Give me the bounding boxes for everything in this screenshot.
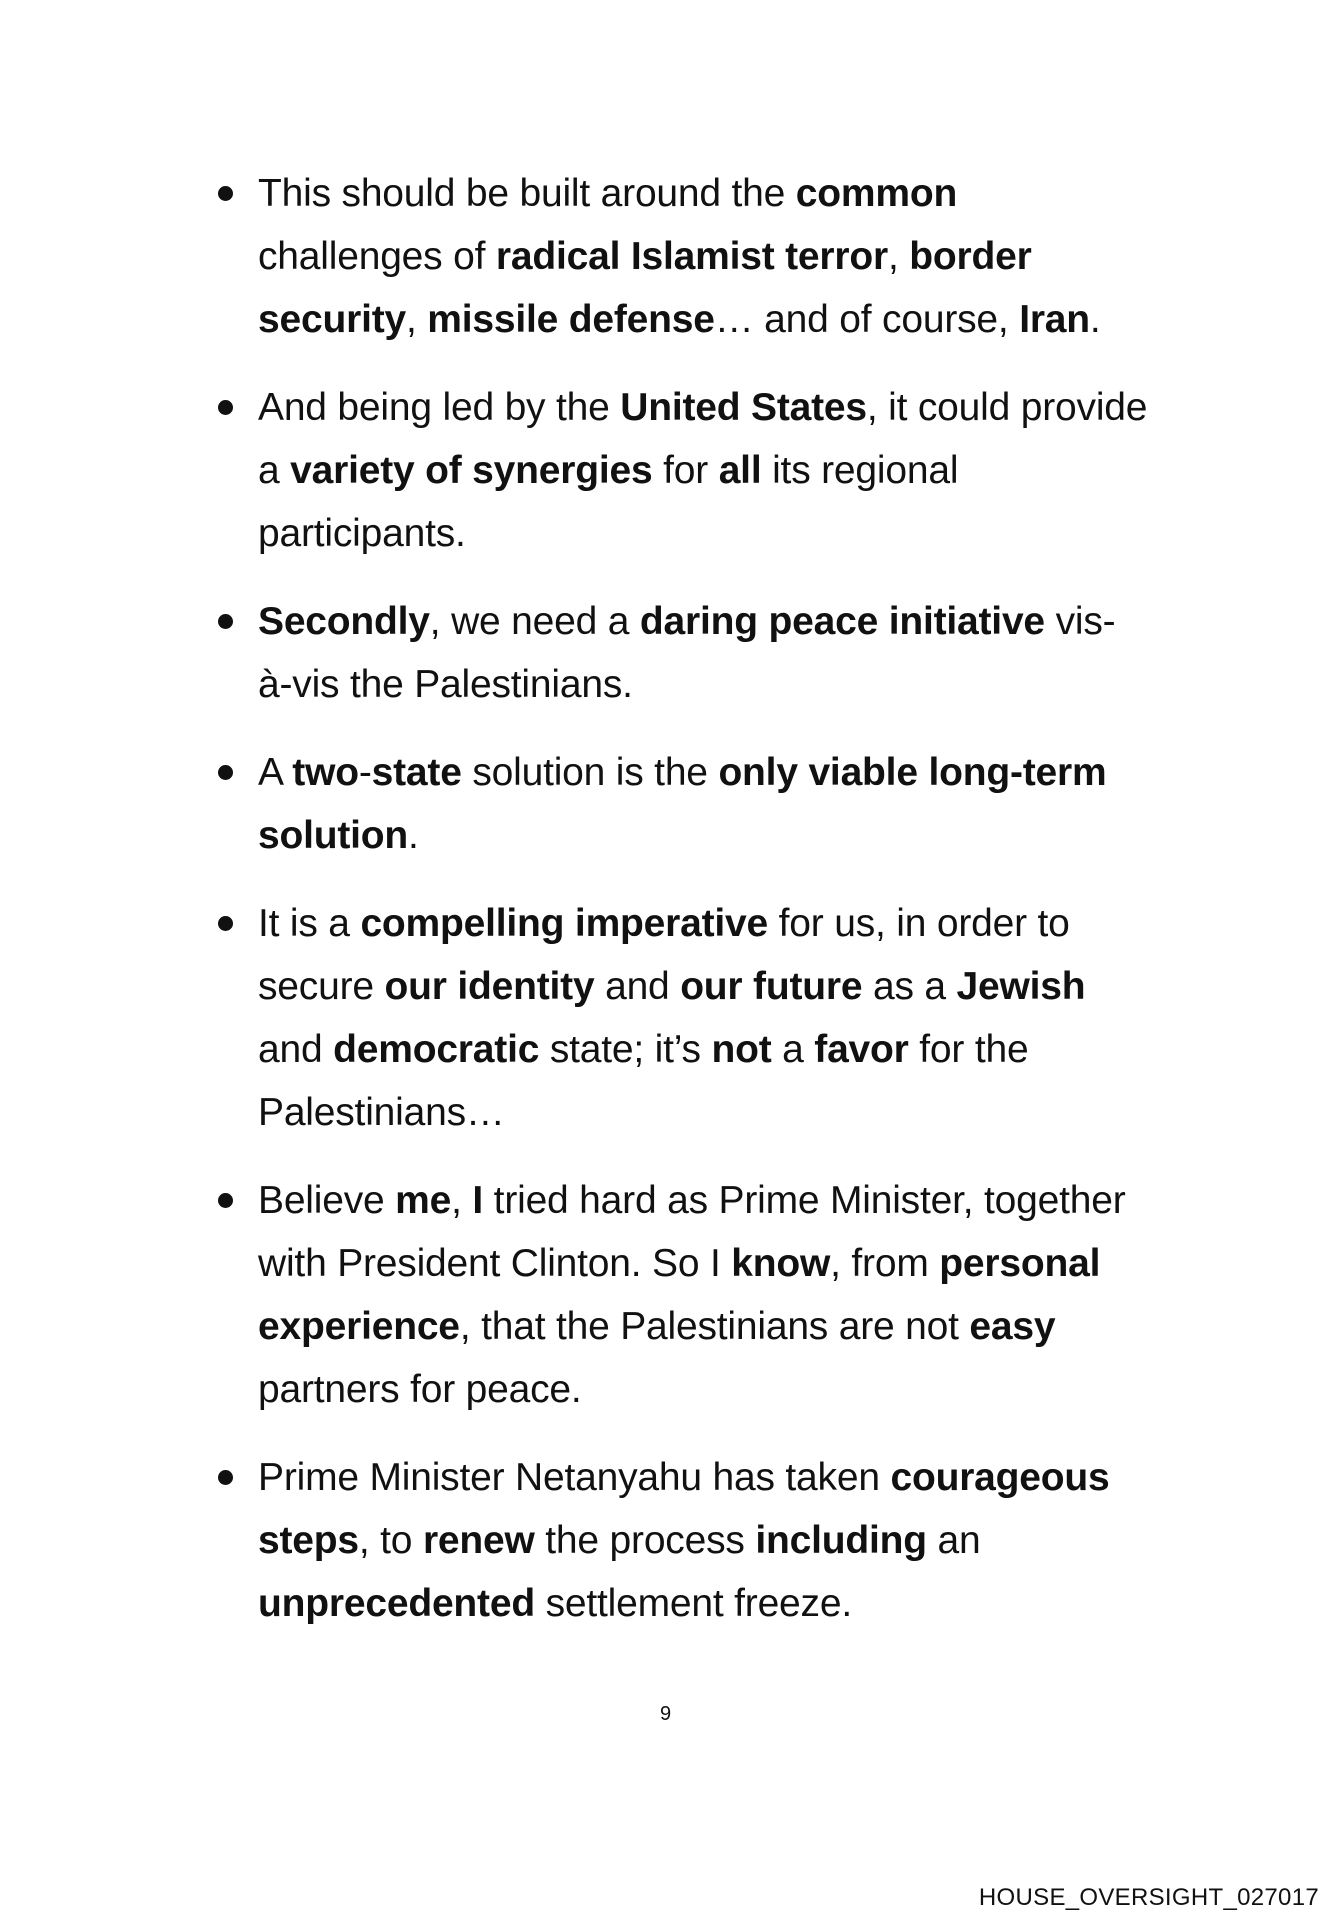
text-segment: -	[358, 751, 372, 794]
page-number: 9	[659, 1703, 672, 1725]
bold-text-segment: renew	[422, 1519, 535, 1562]
bold-text-segment: border security	[258, 235, 1032, 341]
bold-text-segment: know	[731, 1242, 831, 1285]
bold-text-segment: easy	[969, 1305, 1056, 1348]
bullet-text	[258, 902, 1085, 1134]
text-segment: for the Palestinians…	[258, 1028, 1029, 1134]
text-segment: and	[594, 965, 681, 1008]
bold-text-segment: including	[755, 1519, 927, 1562]
bold-text-segment: two	[292, 751, 359, 794]
bullet-dot-icon	[218, 1193, 233, 1208]
bold-text-segment: variety of synergies	[290, 449, 653, 492]
text-segment: an	[926, 1519, 981, 1562]
bold-text-segment: missile defense	[427, 298, 715, 341]
bullet-item	[218, 892, 1148, 1144]
text-segment: , we need a	[429, 600, 640, 643]
text-segment: , it could provide a	[258, 386, 1148, 492]
text-segment: for	[652, 449, 719, 492]
bullet-text	[258, 386, 1147, 555]
bold-text-segment: our identity	[384, 965, 595, 1008]
bold-text-segment: personal experience	[258, 1242, 1101, 1348]
bullet-text	[258, 1179, 1126, 1411]
text-segment: for us, in order to secure	[258, 902, 1070, 1008]
text-segment: partners for peace.	[258, 1368, 582, 1411]
text-segment: And being led by the	[258, 386, 621, 429]
text-segment: .	[1089, 298, 1101, 341]
bold-text-segment: compelling imperative	[360, 902, 769, 945]
bullet-text	[258, 172, 1101, 341]
text-segment: … and of course,	[714, 298, 1020, 341]
text-segment: state; it’s	[539, 1028, 712, 1071]
text-segment: , to	[358, 1519, 423, 1562]
bullet-text	[258, 600, 1115, 706]
text-segment: .	[408, 814, 419, 857]
bold-text-segment: United States	[620, 386, 867, 429]
bold-text-segment: all	[718, 449, 762, 492]
text-segment: the process	[534, 1519, 756, 1562]
text-segment: its regional participants.	[258, 449, 959, 555]
bold-text-segment: Iran	[1019, 298, 1090, 341]
bold-text-segment: state	[371, 751, 462, 794]
bold-text-segment: daring peace initiative	[639, 600, 1045, 643]
text-segment: This should be built around the	[258, 172, 796, 215]
bullet-text	[258, 1456, 1110, 1625]
bold-text-segment: our future	[680, 965, 863, 1008]
text-segment: ,	[405, 298, 428, 341]
bullet-text	[258, 751, 1106, 857]
bullet-item	[218, 741, 1148, 867]
bullet-item	[218, 162, 1148, 351]
bullet-dot-icon	[218, 186, 233, 201]
bold-text-segment: Secondly	[258, 600, 430, 643]
bullet-dot-icon	[218, 1470, 233, 1485]
text-segment: solution is the	[461, 751, 719, 794]
bullet-item	[218, 1169, 1148, 1421]
bold-text-segment: democratic	[333, 1028, 540, 1071]
text-segment: settlement freeze.	[534, 1582, 852, 1625]
bold-text-segment: common	[795, 172, 958, 215]
text-segment: Believe	[258, 1179, 396, 1222]
text-segment: Prime Minister Netanyahu has taken	[258, 1456, 891, 1499]
text-segment: It is a	[258, 902, 361, 945]
text-segment: , that the Palestinians are not	[459, 1305, 970, 1348]
text-segment: a	[771, 1028, 815, 1071]
bold-text-segment: I	[472, 1179, 484, 1222]
bullet-dot-icon	[218, 765, 233, 780]
bullet-dot-icon	[218, 614, 233, 629]
bold-text-segment: only viable long-term solution	[258, 751, 1107, 857]
bold-text-segment: not	[711, 1028, 772, 1071]
bold-text-segment: me	[395, 1179, 452, 1222]
text-segment: challenges of	[258, 235, 496, 278]
bold-text-segment: Jewish	[956, 965, 1086, 1008]
text-segment: vis-à-vis the Palestinians.	[258, 600, 1116, 706]
text-segment: as a	[862, 965, 957, 1008]
bates-stamp: HOUSE_OVERSIGHT_027017	[978, 1884, 1319, 1911]
bullet-dot-icon	[218, 916, 233, 931]
text-segment: and	[258, 1028, 334, 1071]
bullet-item	[218, 376, 1148, 565]
bold-text-segment: favor	[814, 1028, 909, 1071]
bold-text-segment: courageous steps	[258, 1456, 1110, 1562]
bullet-dot-icon	[218, 400, 233, 415]
text-segment: ,	[887, 235, 910, 278]
bold-text-segment: radical Islamist terror	[495, 235, 888, 278]
text-segment: A	[258, 751, 293, 794]
bold-text-segment: unprecedented	[258, 1582, 535, 1625]
bullet-list	[218, 162, 1148, 1660]
bullet-item	[218, 1446, 1148, 1635]
bullet-item	[218, 590, 1148, 716]
text-segment: tried hard as Prime Minister, together with President Clinton. So I	[258, 1179, 1126, 1285]
text-segment: , from	[830, 1242, 940, 1285]
text-segment: ,	[451, 1179, 473, 1222]
